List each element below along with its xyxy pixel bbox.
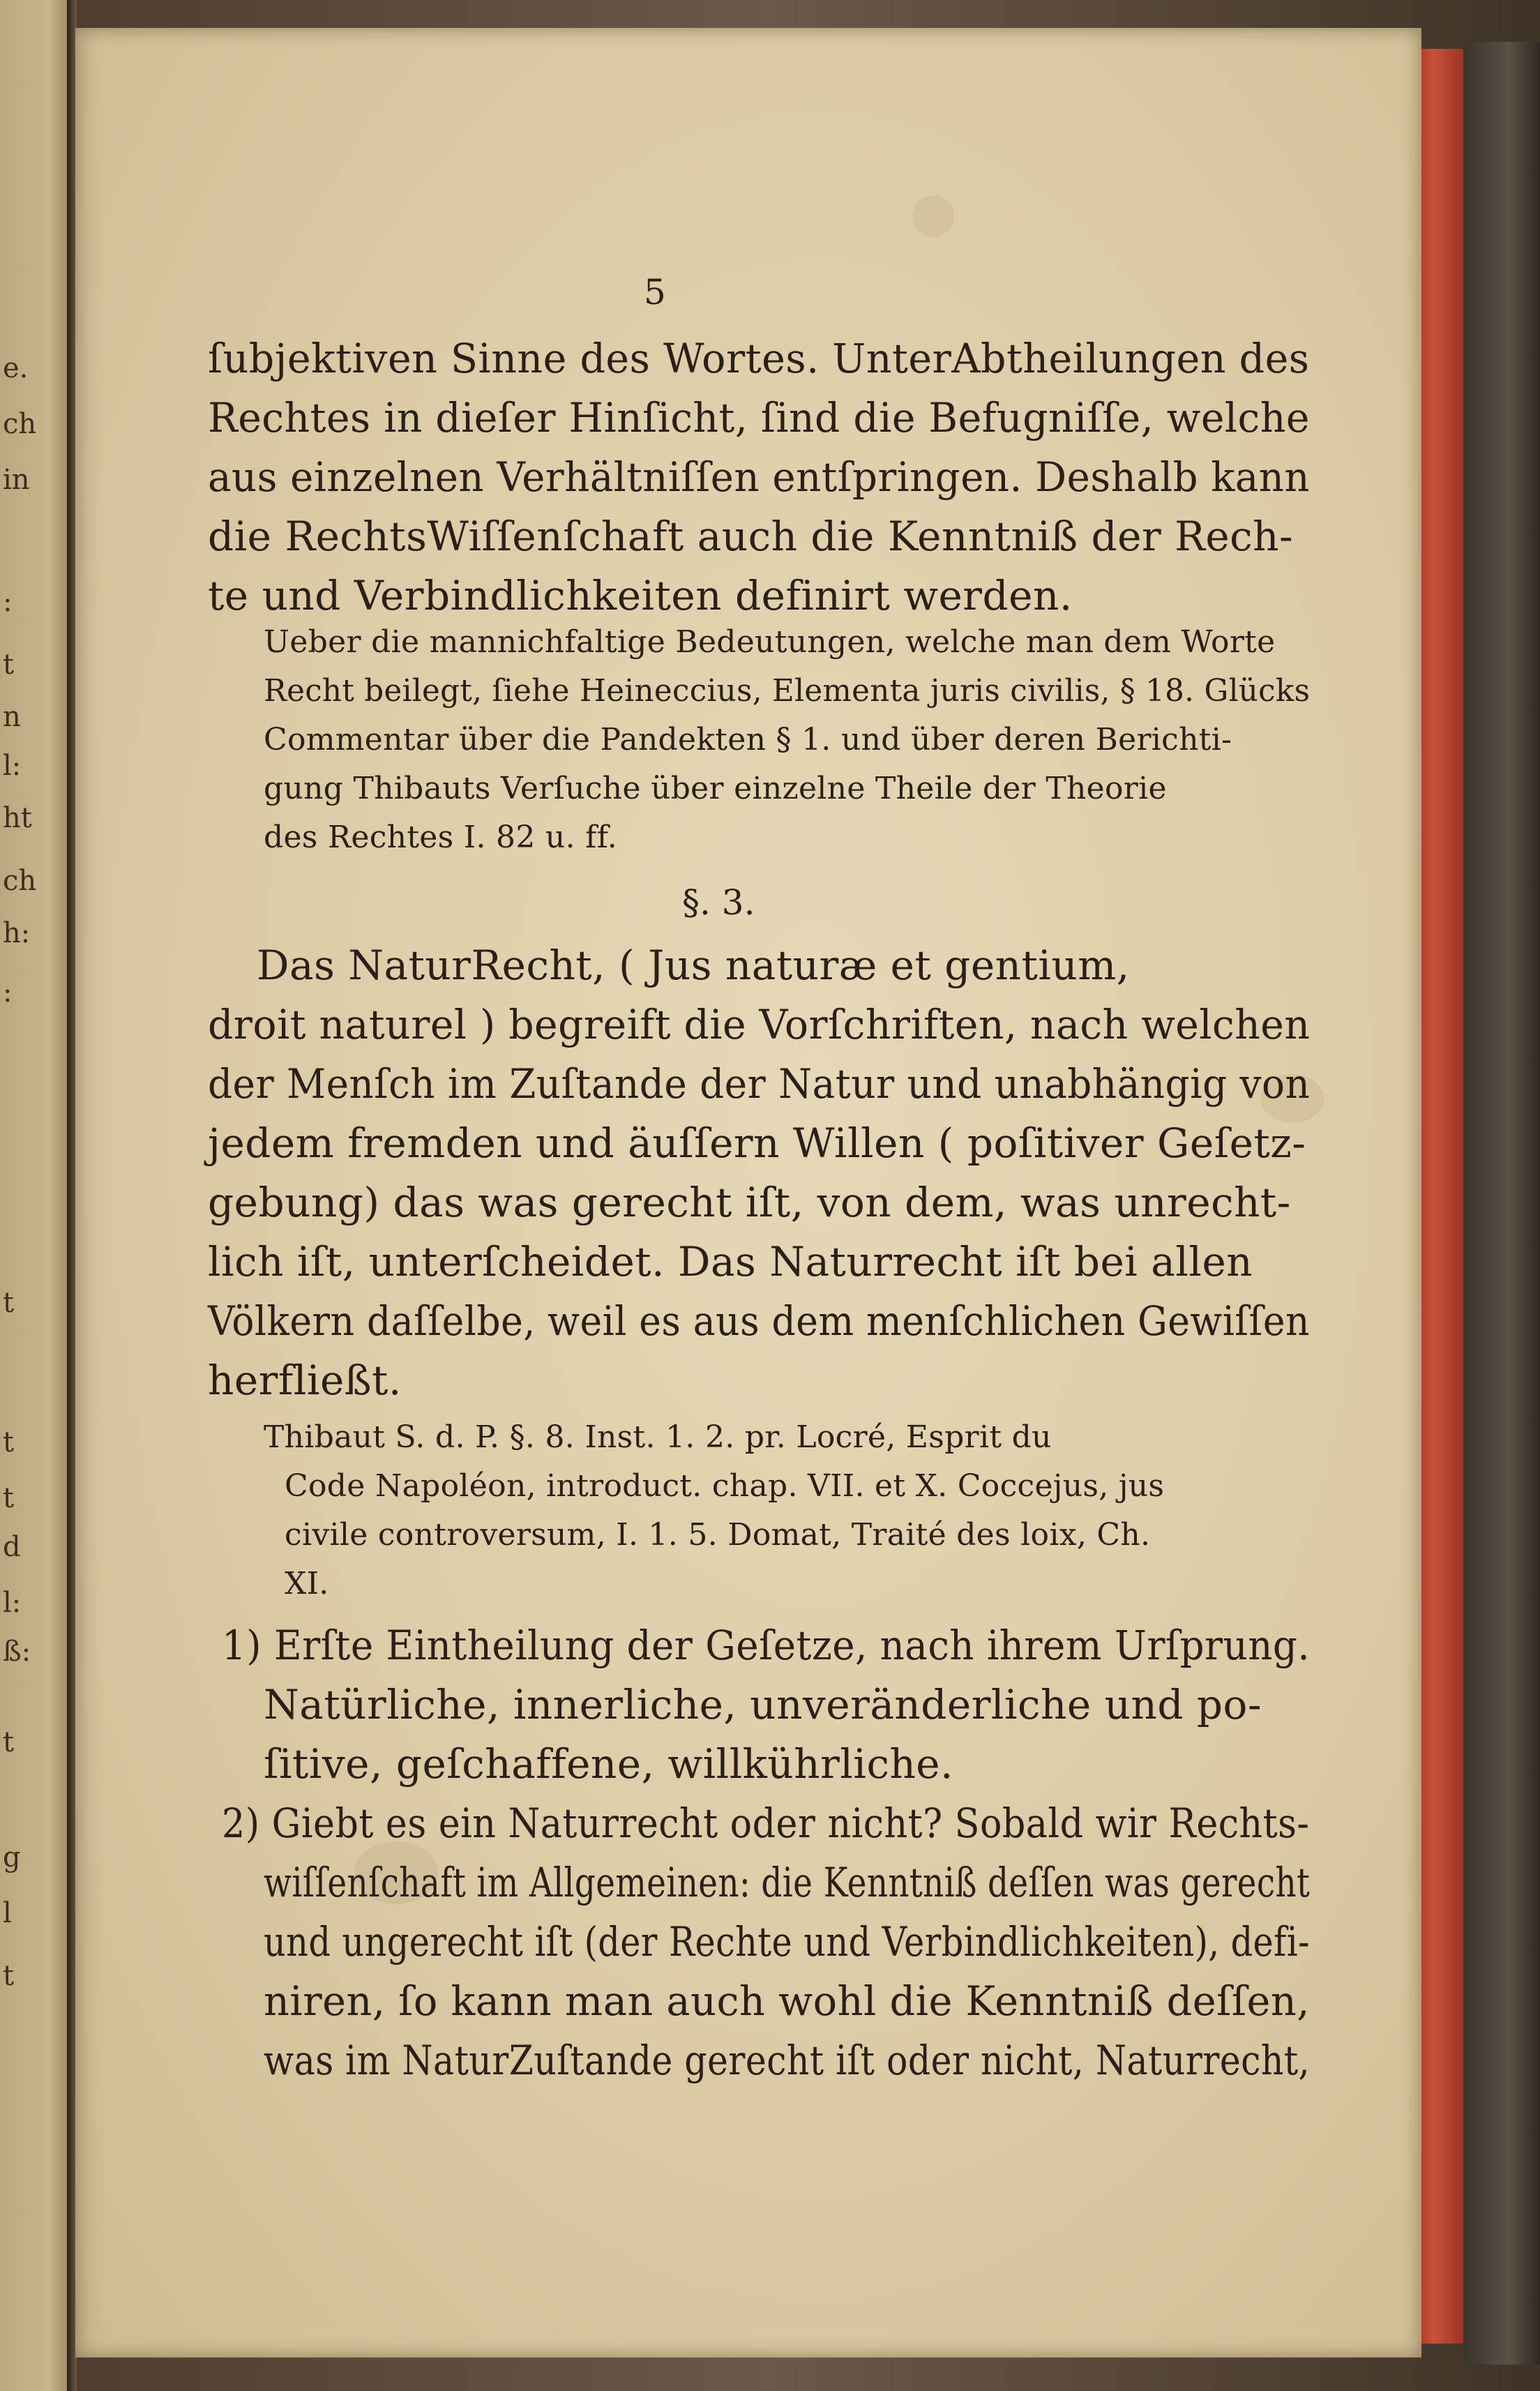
- prev-page-fragment: t: [3, 1287, 15, 1319]
- book-page: [75, 28, 1421, 2358]
- prev-page-fragment: in: [3, 464, 30, 496]
- reference-line: Thibaut S. d. P. §. 8. Inst. 1. 2. pr. Locré, Esprit du: [264, 1419, 1052, 1455]
- prev-page-fragment: l:: [3, 750, 22, 782]
- item-text-line: ſitive, geſchaffene, willkührliche.: [264, 1740, 954, 1788]
- book-cover-back: [1463, 42, 1540, 2364]
- section-text-line: herfließt.: [208, 1357, 402, 1404]
- prev-page-fragment: d: [3, 1531, 21, 1563]
- prev-page-fragment: ht: [3, 802, 32, 834]
- page-number: 5: [644, 272, 666, 312]
- main-text-line: aus einzelnen Verhältniſſen entſpringen. Deshalb kann: [208, 453, 1311, 501]
- prev-page-fragment: :: [3, 976, 13, 1009]
- item-text-line: 1) Erſte Eintheilung der Geſetze, nach ihrem Urſprung.: [222, 1622, 1311, 1669]
- section-text-line: droit naturel ) begreift die Vorſchriften, nach welchen: [208, 1001, 1311, 1048]
- prev-page-fragment: n: [3, 701, 21, 733]
- item-text-line: Natürliche, innerliche, unveränderliche und po-: [264, 1681, 1262, 1728]
- prev-page-fragment: ch: [3, 865, 37, 897]
- footnote-line: Commentar über die Pandekten § 1. und über deren Berichti-: [264, 722, 1232, 757]
- prev-page-fragment: t: [3, 1482, 15, 1514]
- section-text-line: der Menſch im Zuſtande der Natur und unabhängig von: [208, 1060, 1311, 1108]
- section-text-line: lich iſt, unterſcheidet. Das Naturrecht iſt bei allen: [208, 1238, 1253, 1285]
- section-text-line: jedem fremden und äuſſern Willen ( poſitiver Geſetz-: [208, 1119, 1306, 1167]
- prev-page-fragment: e.: [3, 352, 29, 384]
- prev-page-fragment: ß:: [3, 1636, 31, 1668]
- prev-page-fragment: h:: [3, 917, 31, 949]
- section-text-line: gebung) das was gerecht iſt, von dem, was unrecht-: [208, 1179, 1291, 1226]
- main-text-line: Rechtes in dieſer Hinſicht, ſind die Befugniſſe, welche: [208, 394, 1310, 442]
- item-text-line: niren, ſo kann man auch wohl die Kenntniß deſſen,: [264, 1977, 1311, 2025]
- prev-page-fragment: t: [3, 1726, 15, 1758]
- prev-page-fragment: t: [3, 649, 15, 681]
- prev-page-fragment: t: [3, 1426, 15, 1458]
- section-text-line: Das NaturRecht, ( Jus naturæ et gentium,: [257, 942, 1130, 989]
- previous-page-edge: [0, 0, 70, 2391]
- footnote-line: des Rechtes I. 82 u. ff.: [264, 820, 618, 855]
- footnote-line: gung Thibauts Verſuche über einzelne Theile der Theorie: [264, 771, 1167, 806]
- red-cover-edge: [1421, 49, 1463, 2344]
- reference-line: XI.: [285, 1566, 329, 1601]
- reference-line: civile controversum, I. 1. 5. Domat, Traité des loix, Ch.: [285, 1517, 1151, 1553]
- prev-page-fragment: ch: [3, 408, 37, 440]
- section-heading: §. 3.: [682, 882, 755, 923]
- prev-page-fragment: t: [3, 1960, 15, 1992]
- prev-page-fragment: g: [3, 1841, 21, 1873]
- main-text-line: te und Verbindlichkeiten definirt werden.: [208, 572, 1073, 619]
- item-text-line: und ungerecht iſt (der Rechte und Verbindlichkeiten), defi-: [264, 1918, 1311, 1966]
- footnote-line: Ueber die mannichfaltige Bedeutungen, welche man dem Worte: [264, 624, 1276, 660]
- prev-page-fragment: :: [3, 586, 13, 618]
- main-text-line: ſubjektiven Sinne des Wortes. UnterAbtheilungen des: [208, 335, 1310, 382]
- item-text-line: wiſſenſchaft im Allgemeinen: die Kenntniß deſſen was gerecht: [264, 1859, 1311, 1906]
- prev-page-fragment: l: [3, 1897, 12, 1929]
- item-text-line: was im NaturZuſtande gerecht iſt oder nicht, Naturrecht,: [264, 2037, 1311, 2084]
- page-text: [75, 28, 1421, 2358]
- item-text-line: 2) Giebt es ein Naturrecht oder nicht? Sobald wir Rechts-: [222, 1800, 1310, 1847]
- reference-line: Code Napoléon, introduct. chap. VII. et X. Coccejus, jus: [285, 1468, 1165, 1504]
- footnote-line: Recht beilegt, ſiehe Heineccius, Elementa juris civilis, § 18. Glücks: [264, 673, 1311, 709]
- prev-page-fragment: l:: [3, 1587, 22, 1619]
- section-text-line: Völkern daſſelbe, weil es aus dem menſchlichen Gewiſſen: [208, 1297, 1310, 1345]
- main-text-line: die RechtsWiſſenſchaft auch die Kenntniß der Rech-: [208, 513, 1294, 560]
